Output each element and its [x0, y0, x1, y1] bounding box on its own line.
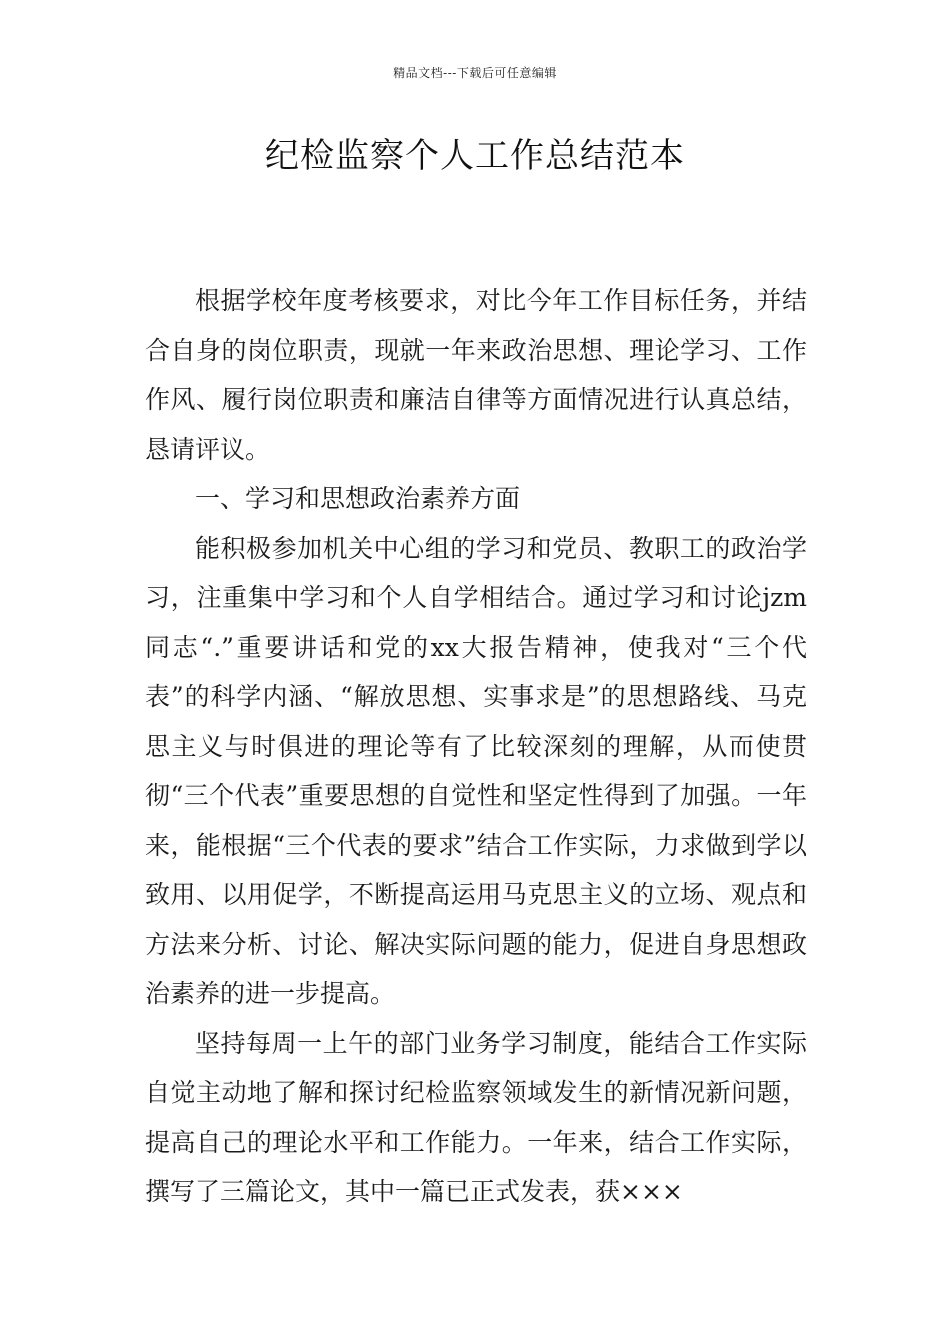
- paragraph-study: 能积极参加机关中心组的学习和党员、教职工的政治学习，注重集中学习和个人自学相结合。通过学习和讨论jzm同志“.”重要讲话和党的xx大报告精神，使我对“三个代表”的科学内涵、“解放思想、实事求是”的思想路线、马克思主义与时俱进的理论等有了比较深刻的理解，从而使贯彻“三个代表”重要思想的自觉性和坚定性得到了加强。一年来，能根据“三个代表的要求”结合工作实际，力求做到学以致用、以用促学，不断提高运用马克思主义的立场、观点和方法来分析、讨论、解决实际问题的能力，促进自身思想政治素养的进一步提高。: [145, 533, 807, 1008]
- document-title: 纪检监察个人工作总结范本: [265, 136, 685, 176]
- paragraph-weekly-study: 坚持每周一上午的部门业务学习制度，能结合工作实际自觉主动地了解和探讨纪检监察领域发生的新情况新问题，提高自己的理论水平和工作能力。一年来，结合工作实际，撰写了三篇论文，其中一篇已正式发表，获×××: [145, 1028, 807, 1206]
- document-body: [145, 276, 807, 1217]
- paragraph-intro: 根据学校年度考核要求，对比今年工作目标任务，并结合自身的岗位职责，现就一年来政治思想、理论学习、工作作风、履行岗位职责和廉洁自律等方面情况进行认真总结，恳请评议。: [145, 286, 807, 464]
- page-header-note: 精品文档---下载后可任意编辑: [393, 66, 557, 80]
- section-heading-study: 一、学习和思想政治素养方面: [195, 484, 521, 513]
